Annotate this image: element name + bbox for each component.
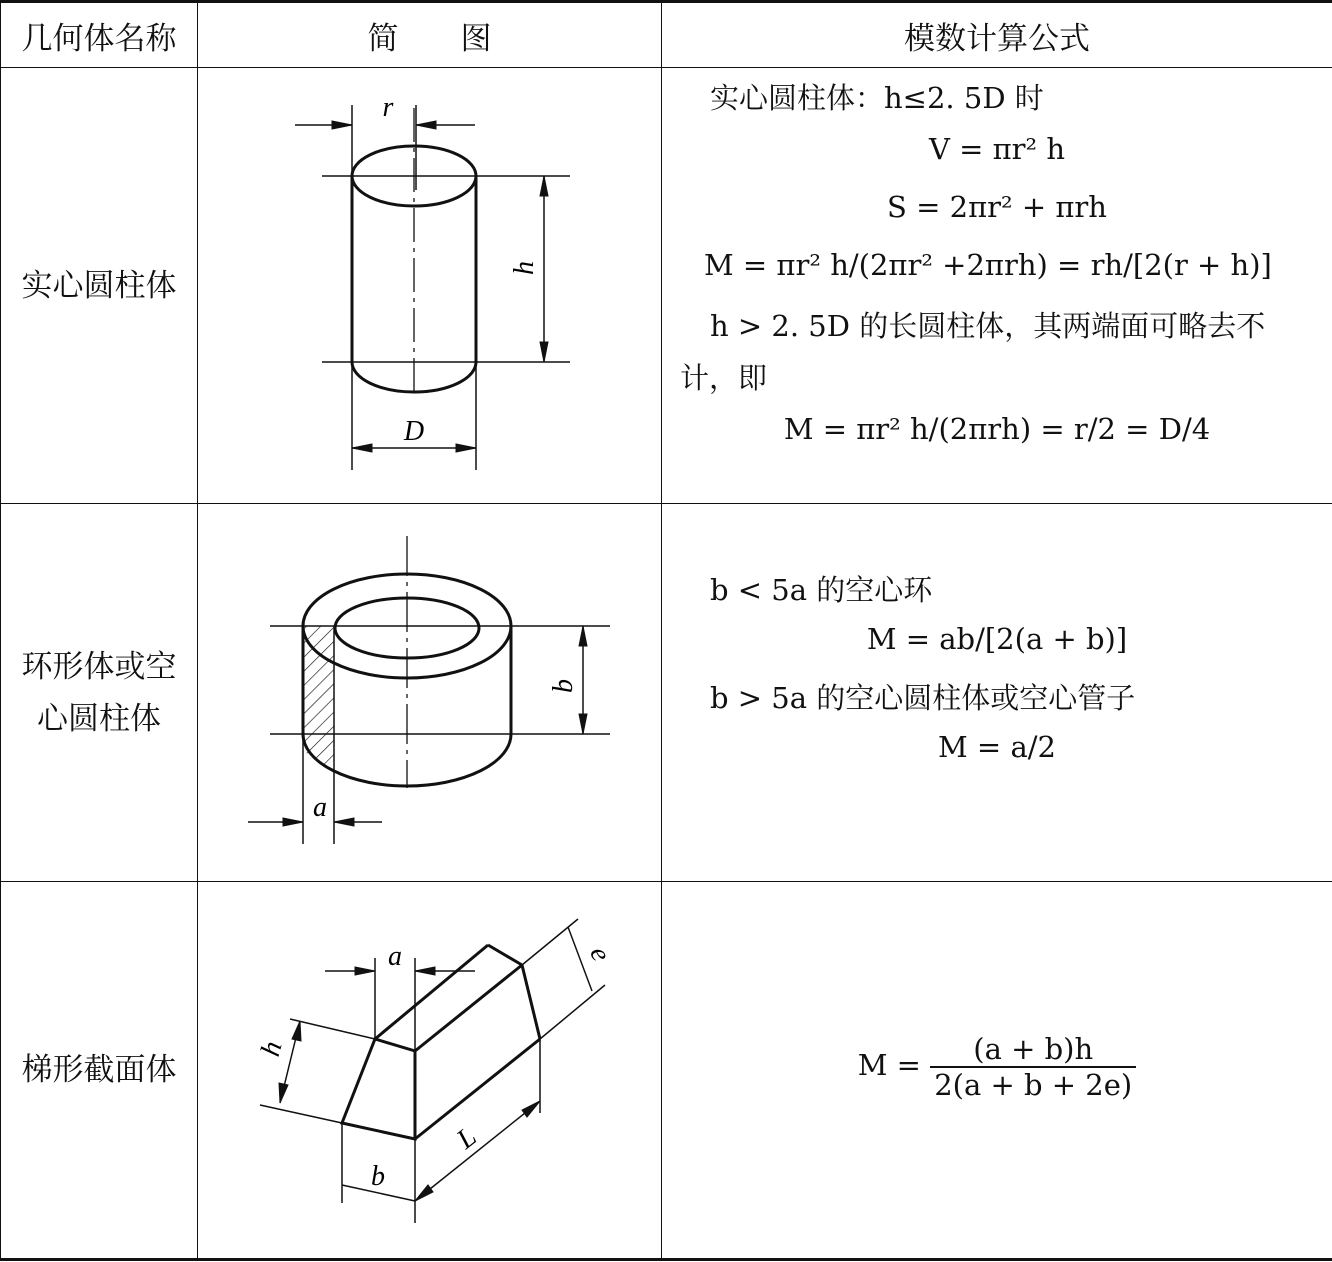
header-name: 几何体名称: [1, 2, 198, 68]
label-D: D: [403, 415, 424, 447]
fraction-denominator: 2(a + b + 2e): [934, 1068, 1133, 1102]
row-name: [1, 504, 198, 882]
label-a: a: [387, 941, 402, 972]
formula-cell: [662, 68, 1332, 504]
formula-cell: [662, 882, 1332, 1260]
figure-cell: [198, 504, 662, 882]
label-r: r: [382, 91, 393, 123]
formula-M2: M = a/2: [938, 730, 1056, 764]
row-name-line2: 心圆柱体: [37, 700, 161, 737]
formula-condition-2: b > 5a 的空心圆柱体或空心管子: [710, 681, 1136, 715]
label-h: h: [508, 260, 540, 275]
trapezoid-section-figure: [200, 883, 660, 1257]
formula-S: S = 2πr² + πrh: [887, 190, 1107, 224]
formula-V: V = πr² h: [928, 132, 1066, 166]
formula-lhs: M =: [857, 1048, 921, 1082]
formula-condition-2: h > 2. 5D 的长圆柱体，其两端面可略去不: [710, 309, 1266, 343]
row-name: 梯形截面体: [1, 882, 198, 1260]
table-row: [1, 882, 1332, 1260]
label-h: h: [254, 1038, 289, 1060]
fraction: [930, 1032, 1136, 1102]
formula-M2: M = πr² h/(2πrh) = r/2 = D/4: [783, 412, 1211, 446]
row-name-line1: 环形体或空: [21, 648, 177, 685]
ring-cylinder-figure: [200, 506, 660, 880]
label-b: b: [370, 1161, 385, 1192]
formula-condition-2b: 计，即: [680, 361, 768, 395]
figure-cell: [198, 882, 662, 1260]
header-figure: 简 图: [198, 2, 662, 68]
row-name: 实心圆柱体: [1, 68, 198, 504]
formula-cell: [662, 504, 1332, 882]
table-header-row: [1, 2, 1332, 68]
figure-cell: [198, 68, 662, 504]
table-row: [1, 68, 1332, 504]
table-row: [1, 504, 1332, 882]
header-formula: 模数计算公式: [662, 2, 1332, 68]
formula-condition: b < 5a 的空心环: [710, 573, 933, 607]
formula-condition: 实心圆柱体：h≤2. 5D 时: [710, 81, 1044, 115]
label-a: a: [312, 791, 327, 823]
label-e: e: [582, 942, 617, 966]
label-b: b: [547, 678, 579, 693]
formula-trapezoid: [662, 1032, 1332, 1102]
fraction-numerator: (a + b)h: [930, 1032, 1136, 1068]
label-L: L: [450, 1121, 482, 1156]
formula-M1: M = πr² h/(2πr² +2πrh) = rh/[2(r + h)]: [704, 248, 1272, 282]
solid-cylinder-figure: [200, 70, 660, 502]
formula-M1: M = ab/[2(a + b)]: [866, 622, 1128, 656]
